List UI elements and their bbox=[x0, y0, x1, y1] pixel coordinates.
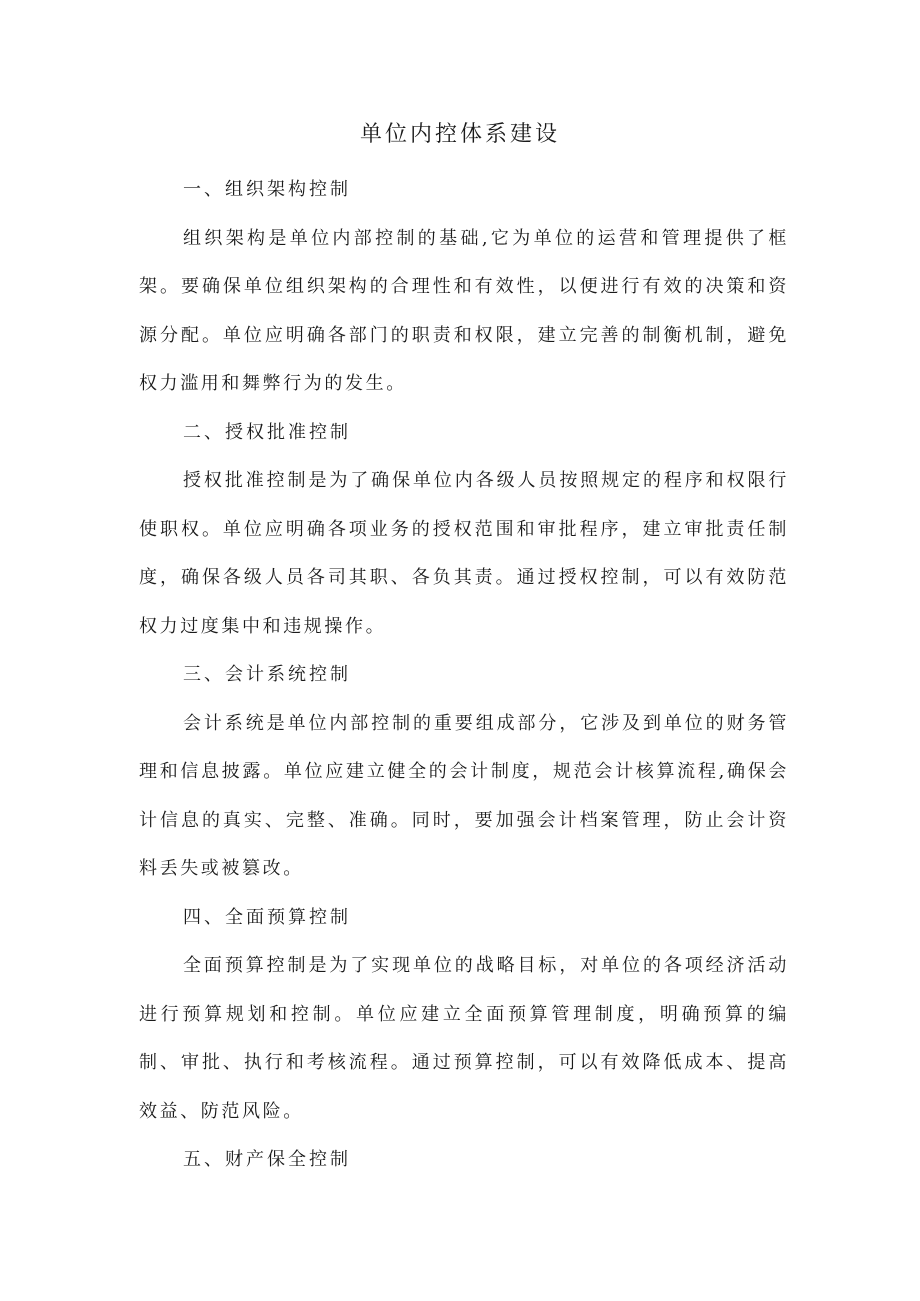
section-paragraph-authorization: 授权批准控制是为了确保单位内各级人员按照规定的程序和权限行使职权。单位应明确各项业务的授权范围和审批程序，建立审批责任制度，确保各级人员各司其职、各负其责。通过授权控制，可以有效防范权力过度集中和违规操作。 bbox=[139, 470, 789, 637]
document-body bbox=[139, 166, 789, 1185]
section-heading-budget: 四、全面预算控制 bbox=[183, 906, 351, 928]
section-heading-authorization: 二、授权批准控制 bbox=[183, 421, 351, 443]
section-paragraph-organization: 组织架构是单位内部控制的基础,它为单位的运营和管理提供了框架。要确保单位组织架构的合理性和有效性，以便进行有效的决策和资源分配。单位应明确各部门的职责和权限，建立完善的制衡机制，避免权力滥用和舞弊行为的发生。 bbox=[139, 227, 789, 394]
section-heading-organization: 一、组织架构控制 bbox=[183, 179, 351, 200]
section-heading-property: 五、财产保全控制 bbox=[183, 1149, 351, 1170]
document-title: 单位内控体系建设 bbox=[359, 122, 560, 147]
section-paragraph-accounting: 会计系统是单位内部控制的重要组成部分，它涉及到单位的财务管理和信息披露。单位应建立健全的会计制度，规范会计核算流程,确保会计信息的真实、完整、准确。同时，要加强会计档案管理，防止会计资料丢失或被篡改。 bbox=[139, 712, 789, 879]
section-heading-accounting: 三、会计系统控制 bbox=[183, 664, 351, 685]
section-paragraph-budget: 全面预算控制是为了实现单位的战略目标，对单位的各项经济活动进行预算规划和控制。单位应建立全面预算管理制度，明确预算的编制、审批、执行和考核流程。通过预算控制，可以有效降低成本、提高效益、防范风险。 bbox=[139, 955, 789, 1122]
